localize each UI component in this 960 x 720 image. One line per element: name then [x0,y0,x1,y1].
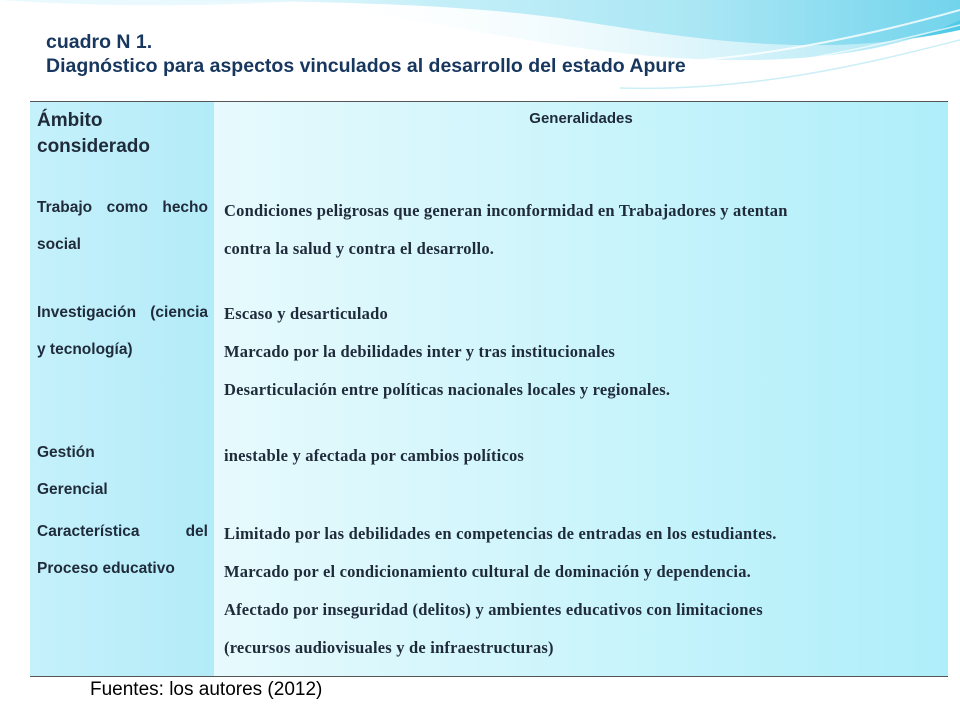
row-label-cell [30,510,214,676]
header-cell-right [214,102,948,186]
row-content-line: Escaso y desarticulado [224,304,388,323]
header-cell-left [30,102,214,186]
row-content-line: Marcado por la debilidades inter y tras institucionales [224,342,615,361]
row-label-cell [30,434,214,510]
table-row [30,434,948,510]
header-generalidades-label: Generalidades [529,110,633,127]
table-header-row [30,102,948,186]
title-line-2: Diagnóstico para aspectos vinculados al desarrollo del estado Apure [46,55,686,77]
row-content-cell [214,434,948,510]
row-content-line: Condiciones peligrosas que generan inconformidad en Trabajadores y atentan [224,201,788,220]
row-content-line: (recursos audiovisuales y de infraestructuras) [224,638,554,657]
row-content-line: inestable y afectada por cambios políticos [224,446,525,465]
row-content-line: Afectado por inseguridad (delitos) y ambientes educativos con limitaciones [224,600,763,619]
row-content [224,437,940,475]
table-row [30,510,948,676]
row-content-line: contra la salud y contra el desarrollo. [224,239,495,258]
row-label: Gestión Gerencial [37,444,108,498]
row-label-cell [30,186,214,292]
source-footnote: Fuentes: los autores (2012) [90,679,323,700]
row-content-cell [214,292,948,434]
row-content [224,192,940,268]
row-content-line: Desarticulación entre políticas nacionales locales y regionales. [224,380,671,399]
table-row [30,292,948,434]
diagnostic-table [30,101,948,677]
title-line-1: cuadro N 1. [46,31,153,53]
row-content-line: Marcado por el condicionamiento cultural de dominación y dependencia. [224,562,751,581]
row-label: Investigación (ciencia y tecnología) [37,304,208,358]
row-content-cell [214,186,948,292]
header-ambito-label: Ámbito considerado [37,110,150,157]
row-label-cell [30,292,214,434]
row-content-cell [214,510,948,676]
row-content [224,515,940,667]
row-label: Trabajo como hecho social [37,199,208,253]
page-title [46,30,686,78]
row-content [224,295,940,409]
table-row [30,186,948,292]
row-label: Característica del Proceso educativo [37,523,208,577]
row-content-line: Limitado por las debilidades en competencias de entradas en los estudiantes. [224,524,777,543]
